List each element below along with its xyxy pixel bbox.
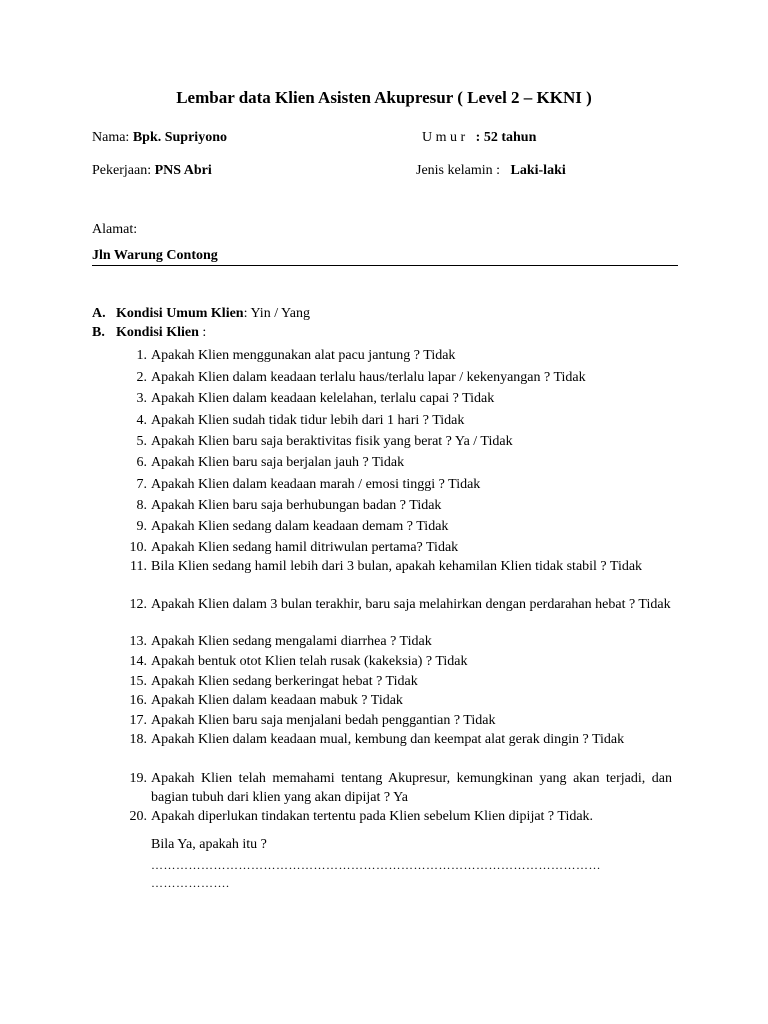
item-number: 9. bbox=[136, 519, 147, 534]
item-number: 12. bbox=[129, 597, 147, 612]
item-text: Apakah Klien menggunakan alat pacu jantung ? Tidak bbox=[151, 348, 456, 363]
item-number: 13. bbox=[129, 634, 147, 649]
item-number: 2. bbox=[136, 370, 147, 385]
item-number: 19. bbox=[129, 771, 147, 786]
item-text: Apakah bentuk otot Klien telah rusak (kakeksia) ? Tidak bbox=[151, 654, 468, 669]
age-value: : 52 tahun bbox=[475, 130, 537, 145]
item-text: Bila Klien sedang hamil lebih dari 3 bulan, apakah kehamilan Klien tidak stabil ? Tidak bbox=[151, 559, 643, 574]
item-text: Apakah Klien dalam 3 bulan terakhir, baru saja melahirkan dengan perdarahan hebat ? Tidak bbox=[151, 597, 671, 612]
item-text: Apakah Klien baru saja berjalan jauh ? Tidak bbox=[151, 455, 405, 470]
address-label: Alamat: bbox=[92, 222, 138, 237]
item-number: 18. bbox=[129, 732, 147, 747]
section-a-marker: A. bbox=[92, 306, 106, 321]
item-number: 14. bbox=[129, 654, 147, 669]
item-number: 8. bbox=[136, 498, 147, 513]
item-number: 3. bbox=[136, 391, 147, 406]
section-a-value: : Yin / Yang bbox=[243, 306, 310, 321]
name-row bbox=[92, 130, 227, 146]
item-text: Apakah Klien sudah tidak tidur lebih dari 1 hari ? Tidak bbox=[151, 413, 465, 428]
item-text: Apakah Klien sedang dalam keadaan demam ? Tidak bbox=[151, 519, 449, 534]
item-number: 17. bbox=[129, 713, 147, 728]
document-title: Lembar data Klien Asisten Akupresur ( Level 2 – KKNI ) bbox=[176, 88, 592, 107]
section-b-heading: Kondisi Klien bbox=[116, 325, 199, 340]
item-number: 4. bbox=[136, 413, 147, 428]
gender-label: Jenis kelamin : bbox=[416, 163, 500, 178]
name-label: Nama: bbox=[92, 130, 130, 145]
followup-label: Bila Ya, apakah itu ? bbox=[151, 837, 267, 852]
item-number: 7. bbox=[136, 477, 147, 492]
section-a-heading: Kondisi Umum Klien bbox=[116, 306, 244, 321]
section-b bbox=[92, 325, 206, 341]
item-text: Apakah Klien baru saja menjalani bedah penggantian ? Tidak bbox=[151, 713, 496, 728]
item-text: Apakah Klien sedang hamil ditriwulan pertama? Tidak bbox=[151, 540, 459, 555]
address-value bbox=[92, 248, 218, 264]
item-text: Apakah Klien telah memahami tentang Akupresur, kemungkinan yang akan terjadi, dan bagian tubuh dari klien yang akan dipijat ? Ya bbox=[151, 771, 672, 805]
item-number: 1. bbox=[136, 348, 147, 363]
occupation-row bbox=[92, 163, 212, 179]
item-text: Apakah Klien baru saja berhubungan badan ? Tidak bbox=[151, 498, 442, 513]
item-text: Apakah Klien sedang mengalami diarrhea ? Tidak bbox=[151, 634, 432, 649]
item-number: 20. bbox=[129, 809, 147, 824]
item-text: Apakah Klien dalam keadaan mabuk ? Tidak bbox=[151, 693, 403, 708]
occupation-value: PNS Abri bbox=[154, 163, 212, 178]
item-number: 10. bbox=[129, 540, 147, 555]
item-text: Apakah Klien baru saja beraktivitas fisik yang berat ? Ya / Tidak bbox=[151, 434, 513, 449]
item-text: Apakah Klien dalam keadaan mual, kembung dan keempat alat gerak dingin ? Tidak bbox=[151, 732, 625, 747]
item-text: Apakah Klien dalam keadaan kelelahan, terlalu capai ? Tidak bbox=[151, 391, 495, 406]
item-text: Apakah Klien sedang berkeringat hebat ? Tidak bbox=[151, 674, 418, 689]
item-text: Apakah diperlukan tindakan tertentu pada Klien sebelum Klien dipijat ? Tidak. bbox=[151, 809, 594, 824]
address-text: Jln Warung Contong bbox=[92, 248, 218, 263]
item-text: Apakah Klien dalam keadaan terlalu haus/terlalu lapar / kekenyangan ? Tidak bbox=[151, 370, 586, 385]
gender-value: Laki-laki bbox=[510, 163, 566, 178]
address-underline bbox=[92, 265, 678, 266]
age-label: U m u r bbox=[422, 130, 466, 145]
section-a bbox=[92, 306, 310, 322]
answer-dotted-line-end: ………………. bbox=[151, 876, 230, 890]
item-number: 15. bbox=[129, 674, 147, 689]
item-text: Apakah Klien dalam keadaan marah / emosi tinggi ? Tidak bbox=[151, 477, 481, 492]
age-row bbox=[422, 130, 536, 146]
answer-dotted-line: ……………………………………………………………………………………………… bbox=[151, 858, 601, 872]
item-number: 11. bbox=[130, 559, 147, 574]
section-b-marker: B. bbox=[92, 325, 105, 340]
gender-row bbox=[416, 163, 566, 179]
occupation-label: Pekerjaan: bbox=[92, 163, 152, 178]
section-b-suffix: : bbox=[198, 325, 207, 340]
item-number: 5. bbox=[136, 434, 147, 449]
item-number: 16. bbox=[129, 693, 147, 708]
item-number: 6. bbox=[136, 455, 147, 470]
name-value: Bpk. Supriyono bbox=[132, 130, 227, 145]
